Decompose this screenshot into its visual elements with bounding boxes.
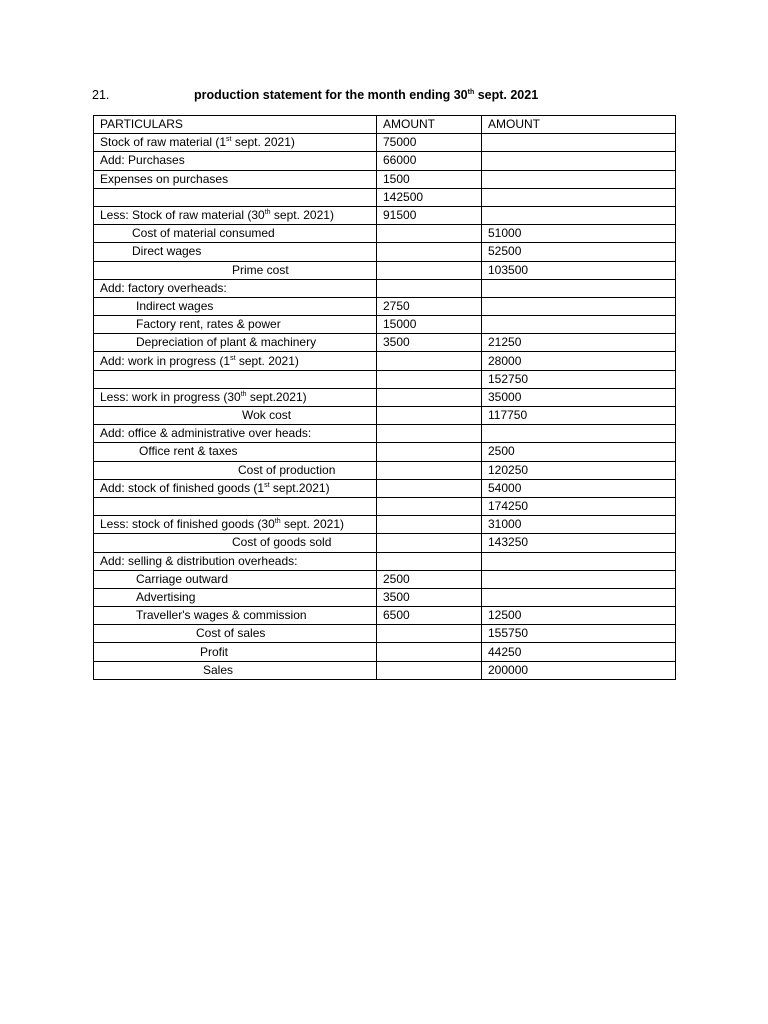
row-amount-1: [377, 388, 482, 406]
title-text-end: sept. 2021: [474, 88, 539, 102]
row-amount-2: 103500: [482, 261, 676, 279]
row-amount-2: [482, 316, 676, 334]
row-amount-1: 142500: [377, 188, 482, 206]
table-row: [94, 170, 676, 188]
row-particulars: Indirect wages: [94, 297, 377, 315]
particulars-superscript: th: [240, 390, 247, 398]
row-particulars: [94, 388, 377, 406]
statement-title: [194, 88, 538, 102]
table-row: [94, 352, 676, 370]
table-row: [94, 316, 676, 334]
particulars-text: Less: work in progress (30: [100, 389, 241, 404]
row-amount-1: [377, 625, 482, 643]
column-header-amount: AMOUNT: [377, 116, 482, 134]
row-amount-2: 31000: [482, 516, 676, 534]
row-amount-1: [377, 370, 482, 388]
row-amount-2: 54000: [482, 479, 676, 497]
row-amount-2: 35000: [482, 388, 676, 406]
table-header-row: [94, 116, 676, 134]
row-amount-1: [377, 461, 482, 479]
row-amount-2: [482, 552, 676, 570]
row-amount-1: 2750: [377, 297, 482, 315]
row-amount-1: [377, 407, 482, 425]
row-particulars: Cost of goods sold: [94, 534, 377, 552]
column-header-particulars: PARTICULARS: [94, 116, 377, 134]
row-amount-2: 200000: [482, 661, 676, 679]
row-particulars: [94, 516, 377, 534]
row-amount-2: 52500: [482, 243, 676, 261]
table-row: [94, 625, 676, 643]
row-particulars: Sales: [94, 661, 377, 679]
row-particulars: Factory rent, rates & power: [94, 316, 377, 334]
row-particulars: [94, 497, 377, 515]
row-amount-2: 120250: [482, 461, 676, 479]
row-amount-1: [377, 425, 482, 443]
row-particulars: [94, 188, 377, 206]
table-row: [94, 516, 676, 534]
row-particulars: Carriage outward: [94, 570, 377, 588]
row-particulars: [94, 479, 377, 497]
row-particulars: [94, 134, 377, 152]
row-amount-2: 155750: [482, 625, 676, 643]
table-row: [94, 552, 676, 570]
table-row: [94, 425, 676, 443]
particulars-text-end: sept.2021): [269, 480, 330, 495]
row-amount-2: 152750: [482, 370, 676, 388]
particulars-text-end: sept. 2021): [270, 208, 334, 223]
row-particulars: Expenses on purchases: [94, 170, 377, 188]
table-row: [94, 297, 676, 315]
row-particulars: Cost of material consumed: [94, 225, 377, 243]
row-amount-1: 15000: [377, 316, 482, 334]
row-amount-2: 12500: [482, 607, 676, 625]
row-amount-1: [377, 279, 482, 297]
table-row: [94, 570, 676, 588]
row-particulars: Profit: [94, 643, 377, 661]
row-amount-1: [377, 497, 482, 515]
row-particulars: Wok cost: [94, 407, 377, 425]
row-amount-1: [377, 479, 482, 497]
row-amount-1: [377, 243, 482, 261]
row-particulars: [94, 352, 377, 370]
table-row: [94, 461, 676, 479]
table-row: [94, 407, 676, 425]
row-amount-2: [482, 170, 676, 188]
row-particulars: Add: office & administrative over heads:: [94, 425, 377, 443]
table-row: [94, 152, 676, 170]
row-particulars: Depreciation of plant & machinery: [94, 334, 377, 352]
particulars-superscript: th: [264, 209, 271, 217]
row-amount-1: [377, 643, 482, 661]
row-amount-1: 91500: [377, 206, 482, 224]
row-amount-2: [482, 152, 676, 170]
question-number: 21.: [92, 88, 110, 102]
production-statement-table: [93, 115, 676, 680]
table-row: [94, 388, 676, 406]
table-row: [94, 279, 676, 297]
particulars-superscript: st: [264, 481, 270, 489]
particulars-text: Less: stock of finished goods (30: [100, 517, 275, 532]
row-amount-1: 1500: [377, 170, 482, 188]
table-row: [94, 225, 676, 243]
row-amount-1: 3500: [377, 334, 482, 352]
table-row: [94, 334, 676, 352]
particulars-text-end: sept. 2021): [231, 135, 295, 150]
table-row: [94, 261, 676, 279]
particulars-text: Add: stock of finished goods (1: [100, 480, 265, 495]
table-row: [94, 188, 676, 206]
particulars-text-end: sept.2021): [246, 389, 307, 404]
row-amount-2: [482, 297, 676, 315]
row-amount-2: 174250: [482, 497, 676, 515]
table-row: [94, 588, 676, 606]
row-amount-2: 28000: [482, 352, 676, 370]
row-amount-1: 2500: [377, 570, 482, 588]
row-amount-1: 75000: [377, 134, 482, 152]
row-particulars: Cost of sales: [94, 625, 377, 643]
table-row: [94, 243, 676, 261]
row-particulars: Add: factory overheads:: [94, 279, 377, 297]
row-amount-2: [482, 425, 676, 443]
row-amount-2: 117750: [482, 407, 676, 425]
table-row: [94, 134, 676, 152]
row-amount-1: [377, 352, 482, 370]
particulars-superscript: st: [226, 136, 232, 144]
table-row: [94, 497, 676, 515]
row-amount-1: [377, 534, 482, 552]
particulars-text-end: sept. 2021): [235, 353, 299, 368]
particulars-text: Add: work in progress (1: [100, 353, 231, 368]
row-amount-2: 143250: [482, 534, 676, 552]
table-row: [94, 661, 676, 679]
row-particulars: Office rent & taxes: [94, 443, 377, 461]
row-amount-2: 44250: [482, 643, 676, 661]
row-amount-1: 66000: [377, 152, 482, 170]
row-amount-2: [482, 570, 676, 588]
row-particulars: Direct wages: [94, 243, 377, 261]
row-amount-2: [482, 206, 676, 224]
row-particulars: Prime cost: [94, 261, 377, 279]
row-particulars: Traveller's wages & commission: [94, 607, 377, 625]
table-row: [94, 607, 676, 625]
row-amount-2: [482, 134, 676, 152]
row-amount-1: [377, 225, 482, 243]
row-amount-2: [482, 279, 676, 297]
table-row: [94, 206, 676, 224]
row-amount-2: [482, 188, 676, 206]
row-amount-1: [377, 443, 482, 461]
table-row: [94, 370, 676, 388]
row-amount-1: 6500: [377, 607, 482, 625]
table-row: [94, 534, 676, 552]
row-particulars: Cost of production: [94, 461, 377, 479]
table-row: [94, 643, 676, 661]
title-superscript: th: [467, 88, 475, 96]
row-amount-1: [377, 516, 482, 534]
row-particulars: Add: Purchases: [94, 152, 377, 170]
row-amount-2: 21250: [482, 334, 676, 352]
particulars-superscript: th: [274, 518, 281, 526]
row-amount-1: 3500: [377, 588, 482, 606]
particulars-text-end: sept. 2021): [280, 517, 344, 532]
particulars-text: Stock of raw material (1: [100, 135, 227, 150]
document-header: [92, 88, 692, 106]
table-row: [94, 479, 676, 497]
row-amount-2: 51000: [482, 225, 676, 243]
row-amount-1: [377, 552, 482, 570]
table-row: [94, 443, 676, 461]
row-particulars: [94, 370, 377, 388]
row-particulars: Advertising: [94, 588, 377, 606]
row-amount-2: 2500: [482, 443, 676, 461]
particulars-superscript: st: [230, 354, 236, 362]
column-header-amount: AMOUNT: [482, 116, 676, 134]
row-particulars: Add: selling & distribution overheads:: [94, 552, 377, 570]
row-particulars: [94, 206, 377, 224]
row-amount-1: [377, 261, 482, 279]
row-amount-2: [482, 588, 676, 606]
particulars-text: Less: Stock of raw material (30: [100, 208, 265, 223]
title-text: production statement for the month ending 30: [194, 88, 468, 102]
row-amount-1: [377, 661, 482, 679]
